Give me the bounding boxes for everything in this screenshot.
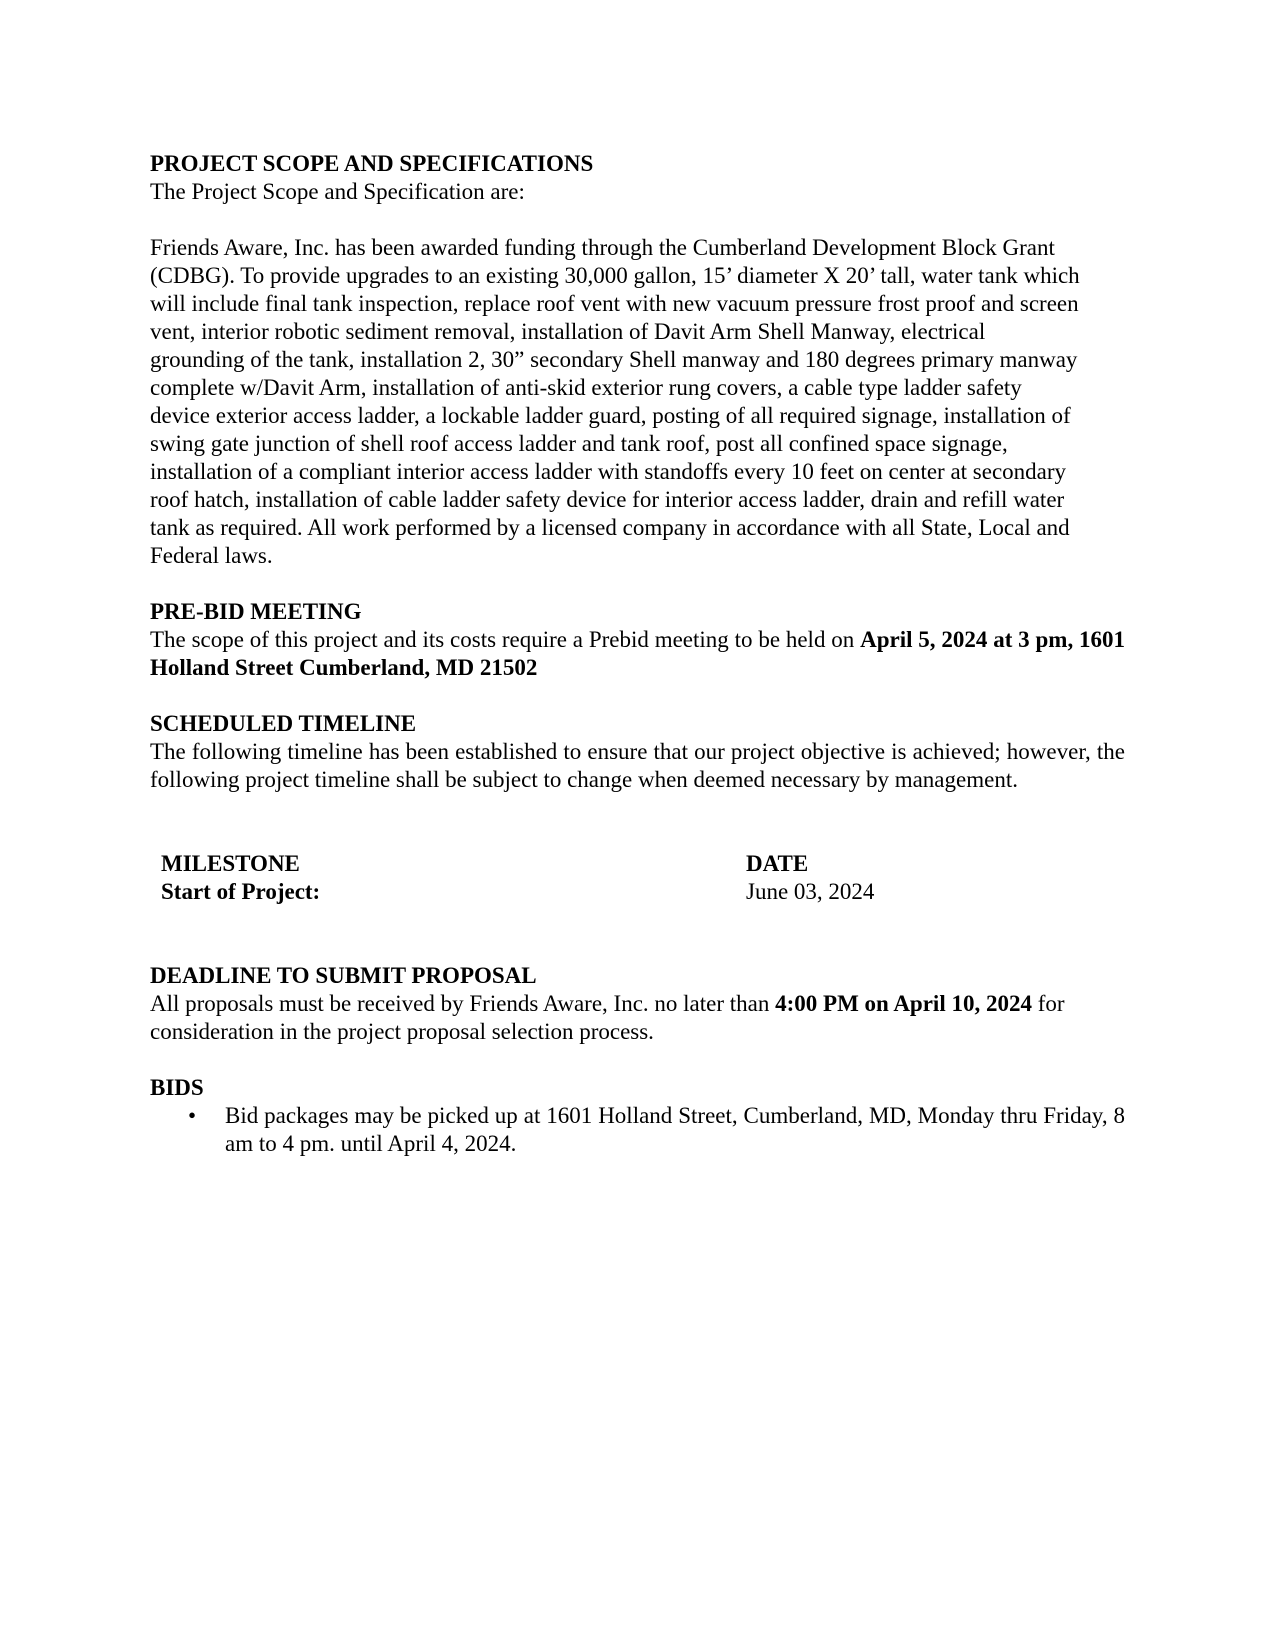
bids-list — [150, 1102, 1125, 1158]
scope-body: Friends Aware, Inc. has been awarded funding through the Cumberland Development Block Grant (CDBG). To provide upgrades to an existing 30,000 gallon, 15’ diameter X 20’ tall, water tank which will include final tank inspection, replace roof vent with new vacuum pressure frost proof and screen vent, interior robotic sediment removal, installation of Davit Arm Shell Manway, electrical grounding of the tank, installation 2, 30” secondary Shell manway and 180 degrees primary manway complete w/Davit Arm, installation of anti-skid exterior rung covers, a cable type ladder safety device exterior access ladder, a lockable ladder guard, posting of all required signage, installation of swing gate junction of shell roof access ladder and tank roof, post all confined space signage, installation of a compliant interior access ladder with standoffs every 10 feet on center at secondary roof hatch, installation of cable ladder safety device for interior access ladder, drain and refill water tank as required. All work performed by a licensed company in accordance with all State, Local and Federal laws. — [150, 235, 1080, 568]
deadline-heading: DEADLINE TO SUBMIT PROPOSAL — [150, 963, 537, 988]
prebid-meeting-details: April 5, 2024 at 3 pm, 1601 Holland Street Cumberland, MD 21502 — [150, 627, 1126, 680]
deadline-paragraph — [150, 990, 1125, 1046]
bid-item-text: Bid packages may be picked up at 1601 Holland Street, Cumberland, MD, Monday thru Friday, 8 am to 4 pm. until April 4, 2024. — [225, 1103, 1125, 1156]
deadline-text-after: for consideration in the project proposal selection process. — [150, 991, 1065, 1044]
deadline-text-before: All proposals must be received by Friends Aware, Inc. no later than — [150, 991, 776, 1016]
milestone-cell: Start of Project: — [161, 879, 321, 904]
bullet-icon: • — [188, 1103, 197, 1128]
milestone-table — [161, 850, 1125, 906]
bids-heading: BIDS — [150, 1075, 204, 1100]
scope-intro: The Project Scope and Specification are: — [150, 179, 525, 204]
date-cell: June 03, 2024 — [746, 879, 875, 904]
date-column — [746, 850, 874, 906]
scope-heading: PROJECT SCOPE AND SPECIFICATIONS — [150, 151, 594, 176]
milestone-column — [161, 850, 320, 906]
document-page — [150, 150, 1125, 1158]
prebid-text: The scope of this project and its costs require a Prebid meeting to be held on — [150, 627, 861, 652]
timeline-heading: SCHEDULED TIMELINE — [150, 711, 417, 736]
deadline-time: 4:00 PM on April 10, 2024 — [775, 991, 1032, 1016]
prebid-paragraph — [150, 626, 1125, 682]
milestone-header: MILESTONE — [161, 851, 300, 876]
list-item — [150, 1102, 1125, 1158]
date-header: DATE — [746, 851, 809, 876]
timeline-paragraph: The following timeline has been established to ensure that our project objective is achieved; however, the following project timeline shall be subject to change when deemed necessary by management. — [150, 739, 1125, 792]
prebid-heading: PRE-BID MEETING — [150, 599, 362, 624]
